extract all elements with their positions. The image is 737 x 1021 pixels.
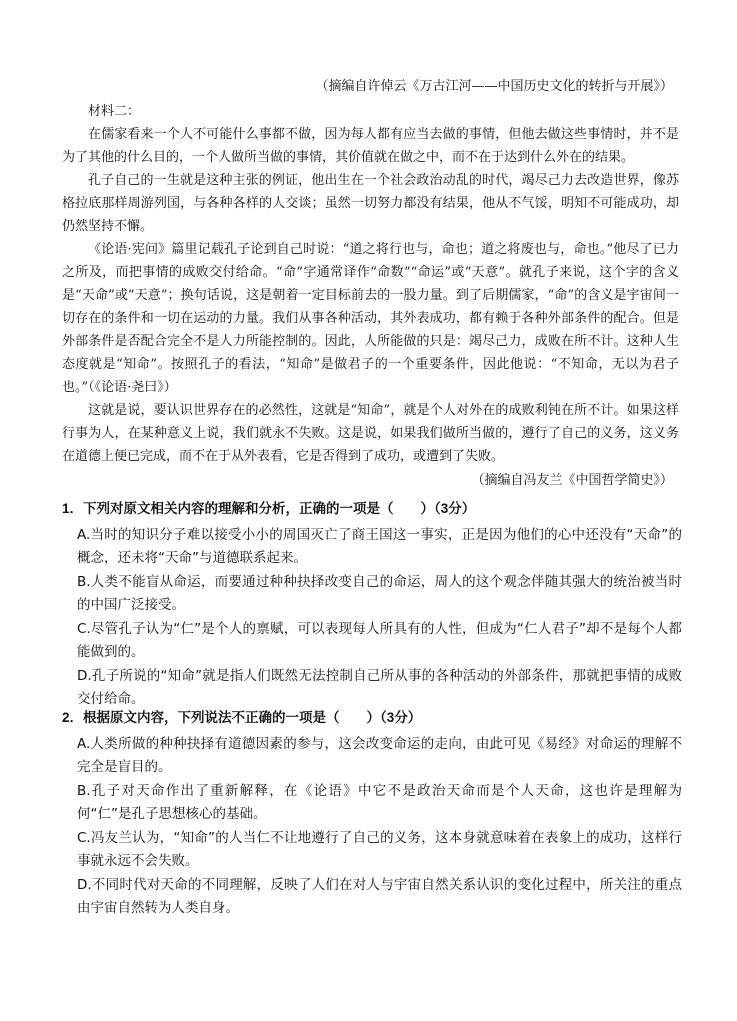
passage-paragraph: 这就是说，要认识世界存在的必然性，这就是“知命”，就是个人对外在的成败利钝在所不计。如果这样行事为人，在某种意义上说，我们就永不失败。这是说，如果我们做所当做的，遵行了自己的义务，这义务在道德上便已完成，而不在于从外表看，它是否得到了成功，或遭到了失败。	[62, 403, 679, 464]
option-c[interactable]: C.尽管孔子认为“仁”是个人的禀赋，可以表现每人所具有的人性，但成为“仁人君子”却不是每个人都能做到的。	[77, 621, 682, 660]
question-stem: 1．下列对原文相关内容的理解和分析，正确的一项是（ ）（3分）	[62, 501, 476, 516]
material-two-title: 材料二：	[88, 104, 141, 119]
option-b[interactable]: B.孔子对天命作出了重新解释，在《论语》中它不是政治天命而是个人天命，这也许是理解为何“仁”是孔子思想核心的基础。	[77, 783, 682, 822]
passage-paragraph: 孔子自己的一生就是这种主张的例证，他出生在一个社会政治动乱的时代，竭尽己力去改造世界，像苏格拉底那样周游列国，与各种各样的人交谈；虽然一切努力都没有结果，他从不气馁，明知不可能成功，却仍然坚持不懈。	[62, 173, 679, 234]
passage-paragraph: 《论语·宪问》篇里记载孔子论到自己时说：“道之将行也与，命也；道之将废也与，命也。”他尽了已力之所及，而把事情的成败交付给命。“命”字通常译作“命数”“命运”或“天意”。就孔子来说，这个字的含义是“天命”或“天意”；换句话说，这是朝着一定目标前去的一股力量。到了后期儒家，“命”的含义是宇宙间一切存在的条件和一切在运动的力量。我们从事各种活动，其外表成功，都有赖于各种外部条件的配合。但是外部条件是否配合完全不是人力所能控制的。因此，人所能做的只是：竭尽己力，成败在所不计。这种人生态度就是“知命”。按照孔子的看法，“知命”是做君子的一个重要条件，因此他说：“不知命，无以为君子也。”（《论语·尧曰》）	[62, 242, 679, 395]
option-c[interactable]: C.冯友兰认为，“知命”的人当仁不让地遵行了自己的义务，这本身就意味着在表象上的成功，这样行事就永远不会失败。	[77, 830, 682, 869]
option-a[interactable]: A.人类所做的种种抉择有道德因素的参与，这会改变命运的走向，由此可见《易经》对命运的理解不完全是盲目的。	[77, 736, 682, 775]
source-citation-mid: （摘编自冯友兰《中国哲学简史》）	[471, 473, 673, 488]
option-a[interactable]: A.当时的知识分子难以接受小小的周国灭亡了商王国这一事实，正是因为他们的心中还没有“天命”的概念，还未将“天命”与道德联系起来。	[77, 527, 682, 566]
passage-paragraph: 在儒家看来一个人不可能什么事都不做，因为每人都有应当去做的事情，但他去做这些事情时，并不是为了其他的什么目的，一个人做所当做的事情，其价值就在做之中，而不在于达到什么外在的结果。	[62, 127, 679, 165]
question-stem: 2．根据原文内容，下列说法不正确的一项是（ ）（3分）	[62, 710, 422, 725]
source-citation-top: （摘编自许倬云《万古江河——中国历史文化的转折与开展》）	[315, 79, 673, 94]
question-2	[62, 706, 682, 921]
option-b[interactable]: B.人类不能盲从命运，而要通过种种抉择改变自己的命运，周人的这个观念伴随其强大的统治被当时的中国广泛接受。	[77, 574, 682, 613]
material-two-passage	[62, 100, 679, 468]
question-1	[62, 497, 682, 712]
option-d[interactable]: D.孔子所说的“知命”就是指人们既然无法控制自己所从事的各种活动的外部条件，那就把事情的成败交付给命。	[77, 668, 682, 707]
option-d[interactable]: D.不同时代对天命的不同理解，反映了人们在对人与宇宙自然关系认识的变化过程中，所关注的重点由宇宙自然转为人类自身。	[77, 877, 682, 916]
